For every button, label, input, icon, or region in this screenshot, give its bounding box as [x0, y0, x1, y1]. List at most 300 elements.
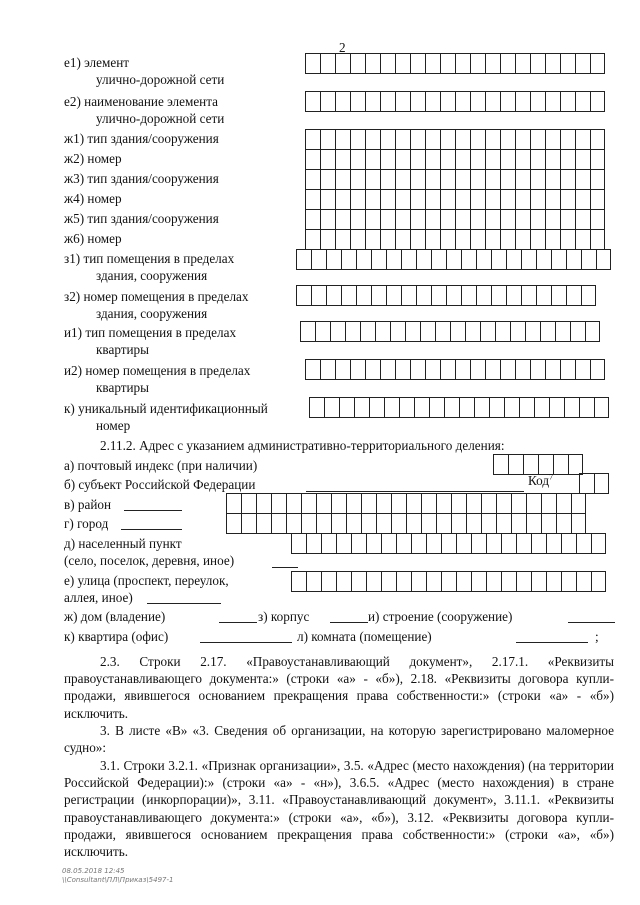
input-cell[interactable]: [331, 493, 346, 514]
input-cell[interactable]: [350, 359, 365, 380]
input-cell[interactable]: [530, 53, 545, 74]
input-cell[interactable]: [515, 189, 530, 210]
input-cell[interactable]: [305, 209, 320, 230]
input-cell[interactable]: [474, 397, 489, 418]
input-cell[interactable]: [500, 209, 515, 230]
input-cell[interactable]: [500, 359, 515, 380]
input-cell[interactable]: [455, 229, 470, 250]
input-cell[interactable]: [566, 249, 581, 270]
input-cell[interactable]: [455, 209, 470, 230]
input-cell[interactable]: [399, 397, 414, 418]
input-cell[interactable]: [311, 249, 326, 270]
input-cell[interactable]: [395, 91, 410, 112]
input-cell[interactable]: [530, 359, 545, 380]
street-underline[interactable]: [147, 603, 221, 604]
input-cell[interactable]: [320, 129, 335, 150]
input-cell[interactable]: [291, 533, 306, 554]
input-cell[interactable]: [579, 473, 594, 494]
input-cell[interactable]: [551, 249, 566, 270]
input-cell[interactable]: [506, 249, 521, 270]
input-cell[interactable]: [425, 209, 440, 230]
input-cell[interactable]: [530, 91, 545, 112]
input-cell[interactable]: [326, 285, 341, 306]
building-underline[interactable]: [330, 622, 368, 623]
input-cell[interactable]: [560, 169, 575, 190]
input-cell[interactable]: [440, 53, 455, 74]
input-cell[interactable]: [500, 149, 515, 170]
input-cell[interactable]: [515, 169, 530, 190]
input-cell[interactable]: [381, 533, 396, 554]
input-cell[interactable]: [545, 229, 560, 250]
input-cell[interactable]: [291, 571, 306, 592]
input-cell[interactable]: [451, 493, 466, 514]
room-underline[interactable]: [516, 642, 588, 643]
input-cell[interactable]: [286, 513, 301, 534]
input-cell[interactable]: [519, 397, 534, 418]
input-cell[interactable]: [575, 189, 590, 210]
input-cell[interactable]: [395, 149, 410, 170]
input-cell[interactable]: [346, 493, 361, 514]
input-cell[interactable]: [596, 249, 611, 270]
field-zh2-cells[interactable]: [305, 149, 605, 170]
input-cell[interactable]: [226, 493, 241, 514]
input-cell[interactable]: [553, 454, 568, 475]
input-cell[interactable]: [425, 149, 440, 170]
input-cell[interactable]: [470, 169, 485, 190]
input-cell[interactable]: [341, 285, 356, 306]
input-cell[interactable]: [455, 169, 470, 190]
input-cell[interactable]: [421, 513, 436, 534]
input-cell[interactable]: [405, 321, 420, 342]
field-z1-cells[interactable]: [296, 249, 611, 270]
input-cell[interactable]: [590, 91, 605, 112]
input-cell[interactable]: [455, 53, 470, 74]
input-cell[interactable]: [380, 169, 395, 190]
input-cell[interactable]: [365, 169, 380, 190]
input-cell[interactable]: [384, 397, 399, 418]
input-cell[interactable]: [391, 513, 406, 534]
input-cell[interactable]: [440, 189, 455, 210]
input-cell[interactable]: [356, 249, 371, 270]
input-cell[interactable]: [320, 53, 335, 74]
input-cell[interactable]: [455, 149, 470, 170]
input-cell[interactable]: [350, 209, 365, 230]
input-cell[interactable]: [406, 513, 421, 534]
input-cell[interactable]: [286, 493, 301, 514]
input-cell[interactable]: [320, 189, 335, 210]
input-cell[interactable]: [410, 189, 425, 210]
input-cell[interactable]: [495, 321, 510, 342]
input-cell[interactable]: [485, 169, 500, 190]
input-cell[interactable]: [470, 53, 485, 74]
input-cell[interactable]: [444, 397, 459, 418]
input-cell[interactable]: [456, 571, 471, 592]
input-cell[interactable]: [515, 209, 530, 230]
input-cell[interactable]: [354, 397, 369, 418]
district-cells[interactable]: [226, 493, 586, 514]
input-cell[interactable]: [500, 53, 515, 74]
input-cell[interactable]: [425, 129, 440, 150]
input-cell[interactable]: [560, 53, 575, 74]
input-cell[interactable]: [485, 53, 500, 74]
street-cells[interactable]: [291, 571, 606, 592]
input-cell[interactable]: [306, 571, 321, 592]
input-cell[interactable]: [350, 169, 365, 190]
input-cell[interactable]: [305, 129, 320, 150]
input-cell[interactable]: [335, 229, 350, 250]
input-cell[interactable]: [549, 397, 564, 418]
input-cell[interactable]: [470, 91, 485, 112]
input-cell[interactable]: [435, 321, 450, 342]
input-cell[interactable]: [395, 129, 410, 150]
input-cell[interactable]: [410, 359, 425, 380]
input-cell[interactable]: [345, 321, 360, 342]
input-cell[interactable]: [339, 397, 354, 418]
input-cell[interactable]: [375, 321, 390, 342]
input-cell[interactable]: [579, 397, 594, 418]
input-cell[interactable]: [320, 209, 335, 230]
input-cell[interactable]: [365, 189, 380, 210]
input-cell[interactable]: [560, 359, 575, 380]
input-cell[interactable]: [530, 229, 545, 250]
input-cell[interactable]: [545, 53, 560, 74]
input-cell[interactable]: [410, 229, 425, 250]
input-cell[interactable]: [441, 533, 456, 554]
input-cell[interactable]: [426, 571, 441, 592]
input-cell[interactable]: [590, 209, 605, 230]
input-cell[interactable]: [371, 249, 386, 270]
input-cell[interactable]: [450, 321, 465, 342]
input-cell[interactable]: [416, 249, 431, 270]
input-cell[interactable]: [591, 571, 606, 592]
input-cell[interactable]: [546, 571, 561, 592]
input-cell[interactable]: [481, 493, 496, 514]
field-k-cells[interactable]: [309, 397, 609, 418]
input-cell[interactable]: [296, 285, 311, 306]
input-cell[interactable]: [350, 149, 365, 170]
input-cell[interactable]: [590, 129, 605, 150]
input-cell[interactable]: [365, 229, 380, 250]
input-cell[interactable]: [541, 513, 556, 534]
input-cell[interactable]: [365, 129, 380, 150]
input-cell[interactable]: [321, 533, 336, 554]
input-cell[interactable]: [365, 91, 380, 112]
input-cell[interactable]: [545, 359, 560, 380]
input-cell[interactable]: [330, 321, 345, 342]
input-cell[interactable]: [470, 129, 485, 150]
input-cell[interactable]: [470, 149, 485, 170]
input-cell[interactable]: [271, 493, 286, 514]
input-cell[interactable]: [560, 129, 575, 150]
input-cell[interactable]: [546, 533, 561, 554]
input-cell[interactable]: [526, 513, 541, 534]
input-cell[interactable]: [410, 91, 425, 112]
input-cell[interactable]: [470, 359, 485, 380]
input-cell[interactable]: [351, 533, 366, 554]
input-cell[interactable]: [455, 359, 470, 380]
input-cell[interactable]: [315, 321, 330, 342]
input-cell[interactable]: [501, 533, 516, 554]
input-cell[interactable]: [470, 229, 485, 250]
input-cell[interactable]: [305, 189, 320, 210]
input-cell[interactable]: [506, 285, 521, 306]
input-cell[interactable]: [341, 249, 356, 270]
input-cell[interactable]: [376, 493, 391, 514]
input-cell[interactable]: [561, 533, 576, 554]
input-cell[interactable]: [380, 91, 395, 112]
input-cell[interactable]: [406, 493, 421, 514]
input-cell[interactable]: [556, 513, 571, 534]
field-zh1-cells[interactable]: [305, 129, 605, 150]
input-cell[interactable]: [350, 91, 365, 112]
input-cell[interactable]: [326, 249, 341, 270]
input-cell[interactable]: [436, 513, 451, 534]
district-underline[interactable]: [124, 510, 182, 511]
input-cell[interactable]: [420, 321, 435, 342]
input-cell[interactable]: [511, 513, 526, 534]
input-cell[interactable]: [521, 249, 536, 270]
input-cell[interactable]: [431, 249, 446, 270]
input-cell[interactable]: [440, 129, 455, 150]
field-i1-cells[interactable]: [300, 321, 600, 342]
input-cell[interactable]: [576, 571, 591, 592]
field-i2-cells[interactable]: [305, 359, 605, 380]
input-cell[interactable]: [471, 571, 486, 592]
input-cell[interactable]: [536, 285, 551, 306]
input-cell[interactable]: [575, 229, 590, 250]
input-cell[interactable]: [540, 321, 555, 342]
settlement-cells[interactable]: [291, 533, 606, 554]
input-cell[interactable]: [485, 91, 500, 112]
input-cell[interactable]: [390, 321, 405, 342]
input-cell[interactable]: [496, 493, 511, 514]
input-cell[interactable]: [440, 91, 455, 112]
input-cell[interactable]: [504, 397, 519, 418]
input-cell[interactable]: [515, 229, 530, 250]
input-cell[interactable]: [516, 571, 531, 592]
input-cell[interactable]: [320, 149, 335, 170]
input-cell[interactable]: [515, 129, 530, 150]
input-cell[interactable]: [336, 571, 351, 592]
input-cell[interactable]: [575, 209, 590, 230]
input-cell[interactable]: [241, 493, 256, 514]
input-cell[interactable]: [410, 149, 425, 170]
input-cell[interactable]: [501, 571, 516, 592]
input-cell[interactable]: [545, 169, 560, 190]
input-cell[interactable]: [440, 209, 455, 230]
subject-underline[interactable]: [306, 491, 524, 492]
input-cell[interactable]: [296, 249, 311, 270]
input-cell[interactable]: [440, 229, 455, 250]
input-cell[interactable]: [396, 571, 411, 592]
input-cell[interactable]: [590, 359, 605, 380]
input-cell[interactable]: [425, 189, 440, 210]
input-cell[interactable]: [395, 53, 410, 74]
input-cell[interactable]: [351, 571, 366, 592]
input-cell[interactable]: [508, 454, 523, 475]
input-cell[interactable]: [256, 513, 271, 534]
input-cell[interactable]: [305, 359, 320, 380]
input-cell[interactable]: [335, 359, 350, 380]
input-cell[interactable]: [380, 229, 395, 250]
input-cell[interactable]: [350, 229, 365, 250]
input-cell[interactable]: [386, 249, 401, 270]
input-cell[interactable]: [426, 533, 441, 554]
input-cell[interactable]: [590, 53, 605, 74]
input-cell[interactable]: [570, 321, 585, 342]
input-cell[interactable]: [361, 513, 376, 534]
input-cell[interactable]: [500, 189, 515, 210]
input-cell[interactable]: [530, 149, 545, 170]
input-cell[interactable]: [395, 189, 410, 210]
input-cell[interactable]: [410, 169, 425, 190]
input-cell[interactable]: [411, 533, 426, 554]
input-cell[interactable]: [414, 397, 429, 418]
input-cell[interactable]: [421, 493, 436, 514]
input-cell[interactable]: [571, 513, 586, 534]
input-cell[interactable]: [365, 359, 380, 380]
input-cell[interactable]: [466, 513, 481, 534]
input-cell[interactable]: [350, 129, 365, 150]
input-cell[interactable]: [585, 321, 600, 342]
input-cell[interactable]: [425, 53, 440, 74]
input-cell[interactable]: [331, 513, 346, 534]
input-cell[interactable]: [380, 189, 395, 210]
input-cell[interactable]: [360, 321, 375, 342]
input-cell[interactable]: [436, 493, 451, 514]
input-cell[interactable]: [461, 285, 476, 306]
input-cell[interactable]: [575, 129, 590, 150]
input-cell[interactable]: [536, 249, 551, 270]
input-cell[interactable]: [365, 53, 380, 74]
input-cell[interactable]: [485, 209, 500, 230]
input-cell[interactable]: [335, 129, 350, 150]
input-cell[interactable]: [521, 285, 536, 306]
apartment-underline[interactable]: [200, 642, 292, 643]
input-cell[interactable]: [380, 359, 395, 380]
input-cell[interactable]: [530, 169, 545, 190]
input-cell[interactable]: [590, 149, 605, 170]
input-cell[interactable]: [485, 129, 500, 150]
input-cell[interactable]: [525, 321, 540, 342]
input-cell[interactable]: [411, 571, 426, 592]
input-cell[interactable]: [306, 533, 321, 554]
input-cell[interactable]: [305, 229, 320, 250]
input-cell[interactable]: [594, 397, 609, 418]
input-cell[interactable]: [575, 91, 590, 112]
input-cell[interactable]: [320, 169, 335, 190]
input-cell[interactable]: [594, 473, 609, 494]
input-cell[interactable]: [256, 493, 271, 514]
input-cell[interactable]: [575, 53, 590, 74]
input-cell[interactable]: [381, 571, 396, 592]
input-cell[interactable]: [560, 229, 575, 250]
input-cell[interactable]: [534, 397, 549, 418]
input-cell[interactable]: [366, 533, 381, 554]
input-cell[interactable]: [410, 53, 425, 74]
input-cell[interactable]: [380, 53, 395, 74]
input-cell[interactable]: [576, 533, 591, 554]
input-cell[interactable]: [425, 229, 440, 250]
input-cell[interactable]: [305, 91, 320, 112]
input-cell[interactable]: [459, 397, 474, 418]
input-cell[interactable]: [485, 149, 500, 170]
input-cell[interactable]: [395, 229, 410, 250]
input-cell[interactable]: [466, 493, 481, 514]
input-cell[interactable]: [455, 189, 470, 210]
input-cell[interactable]: [320, 359, 335, 380]
input-cell[interactable]: [575, 149, 590, 170]
input-cell[interactable]: [416, 285, 431, 306]
input-cell[interactable]: [566, 285, 581, 306]
input-cell[interactable]: [575, 359, 590, 380]
input-cell[interactable]: [489, 397, 504, 418]
house-underline[interactable]: [219, 622, 257, 623]
input-cell[interactable]: [395, 209, 410, 230]
input-cell[interactable]: [410, 209, 425, 230]
input-cell[interactable]: [311, 285, 326, 306]
input-cell[interactable]: [461, 249, 476, 270]
input-cell[interactable]: [575, 169, 590, 190]
input-cell[interactable]: [271, 513, 286, 534]
field-e1-cells[interactable]: [305, 53, 605, 74]
structure-underline[interactable]: [568, 622, 615, 623]
input-cell[interactable]: [395, 169, 410, 190]
input-cell[interactable]: [571, 493, 586, 514]
input-cell[interactable]: [305, 149, 320, 170]
input-cell[interactable]: [350, 53, 365, 74]
input-cell[interactable]: [581, 285, 596, 306]
input-cell[interactable]: [309, 397, 324, 418]
input-cell[interactable]: [476, 249, 491, 270]
input-cell[interactable]: [391, 493, 406, 514]
field-e2-cells[interactable]: [305, 91, 605, 112]
field-zh5-cells[interactable]: [305, 209, 605, 230]
input-cell[interactable]: [481, 513, 496, 534]
input-cell[interactable]: [380, 129, 395, 150]
input-cell[interactable]: [541, 493, 556, 514]
input-cell[interactable]: [545, 209, 560, 230]
input-cell[interactable]: [301, 513, 316, 534]
input-cell[interactable]: [380, 149, 395, 170]
input-cell[interactable]: [486, 571, 501, 592]
field-zh6-cells[interactable]: [305, 229, 605, 250]
input-cell[interactable]: [511, 493, 526, 514]
input-cell[interactable]: [446, 285, 461, 306]
input-cell[interactable]: [581, 249, 596, 270]
input-cell[interactable]: [551, 285, 566, 306]
input-cell[interactable]: [545, 129, 560, 150]
input-cell[interactable]: [493, 454, 508, 475]
input-cell[interactable]: [369, 397, 384, 418]
input-cell[interactable]: [515, 149, 530, 170]
input-cell[interactable]: [376, 513, 391, 534]
input-cell[interactable]: [526, 493, 541, 514]
input-cell[interactable]: [356, 285, 371, 306]
input-cell[interactable]: [346, 513, 361, 534]
input-cell[interactable]: [471, 533, 486, 554]
input-cell[interactable]: [300, 321, 315, 342]
subject-code-cells[interactable]: [579, 473, 609, 494]
input-cell[interactable]: [386, 285, 401, 306]
input-cell[interactable]: [350, 189, 365, 210]
input-cell[interactable]: [516, 533, 531, 554]
input-cell[interactable]: [560, 209, 575, 230]
input-cell[interactable]: [440, 169, 455, 190]
input-cell[interactable]: [545, 149, 560, 170]
input-cell[interactable]: [560, 149, 575, 170]
input-cell[interactable]: [455, 91, 470, 112]
